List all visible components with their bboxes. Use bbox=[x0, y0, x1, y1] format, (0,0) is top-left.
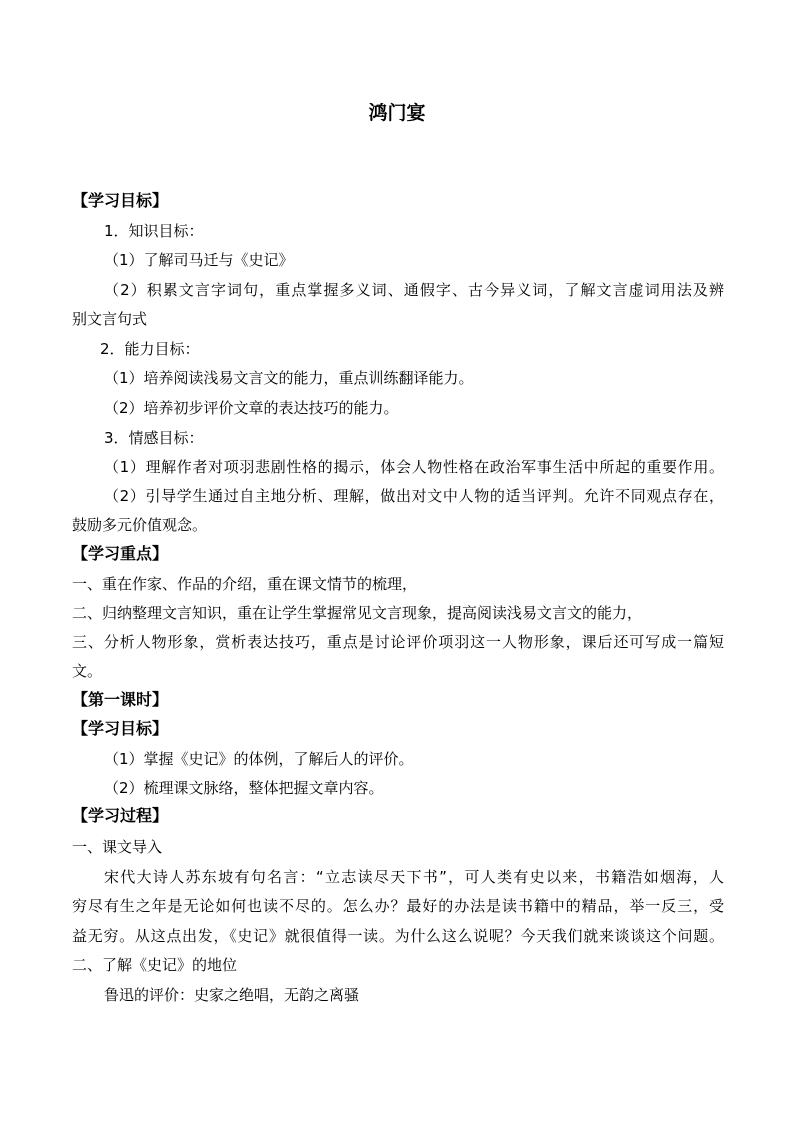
emotion-goal-2-line1: （2）引导学生通过自主地分析、理解，做出对文中人物的适当评判。允许不同观点存在， bbox=[104, 487, 724, 505]
emotion-goal-2-line2: 鼓励多元价值观念。 bbox=[72, 516, 208, 534]
luxun-evaluation: 鲁迅的评价：史家之绝唱，无韵之离骚 bbox=[104, 986, 360, 1004]
intro-paragraph-line2: 穷尽有生之年是无论如何也读不尽的。怎么办？最好的办法是读书籍中的精品，举一反三，受 bbox=[72, 897, 724, 915]
knowledge-goal-label: 1．知识目标： bbox=[104, 222, 204, 240]
intro-paragraph-line3: 益无穷。从这点出发，《史记》就很值得一读。为什么这么说呢？今天我们就来谈谈这个问题。 bbox=[72, 927, 724, 945]
key-point-2: 二、归纳整理文言知识，重在让学生掌握常见文言现象，提高阅读浅易文言文的能力， bbox=[72, 604, 643, 622]
lesson-goal-2: （2）梳理课文脉络，整体把握文章内容。 bbox=[104, 779, 384, 797]
section-heading-first-lesson: 【第一课时】 bbox=[72, 690, 169, 709]
ability-goal-label: 2．能力目标： bbox=[100, 340, 200, 358]
ability-goal-1: （1）培养阅读浅易文言文的能力，重点训练翻译能力。 bbox=[104, 369, 474, 387]
emotion-goal-1: （1）理解作者对项羽悲剧性格的揭示，体会人物性格在政治军事生活中所起的重要作用。 bbox=[104, 458, 724, 476]
knowledge-goal-1: （1）了解司马迁与《史记》 bbox=[104, 251, 294, 269]
emotion-goal-label: 3．情感目标： bbox=[104, 429, 204, 447]
knowledge-goal-2-line1: （2）积累文言字词句，重点掌握多义词、通假字、古今异义词，了解文言虚词用法及辨 bbox=[104, 281, 724, 299]
lesson-goal-1: （1）掌握《史记》的体例，了解后人的评价。 bbox=[104, 750, 414, 768]
section-heading-learning-process: 【学习过程】 bbox=[72, 806, 169, 825]
section-heading-key-points: 【学习重点】 bbox=[72, 544, 169, 563]
key-point-3-line2: 文。 bbox=[72, 662, 103, 680]
intro-paragraph-line1: 宋代大诗人苏东坡有句名言：“立志读尽天下书”，可人类有史以来，书籍浩如烟海，人 bbox=[104, 868, 724, 886]
section-heading-lesson-goals: 【学习目标】 bbox=[72, 719, 169, 738]
knowledge-goal-2-line2: 别文言句式 bbox=[72, 310, 148, 328]
document-title: 鸿门宴 bbox=[368, 102, 426, 124]
key-point-1: 一、重在作家、作品的介绍，重在课文情节的梳理， bbox=[72, 575, 418, 593]
process-step-2-title: 二、了解《史记》的地位 bbox=[72, 956, 238, 974]
section-heading-learning-goals: 【学习目标】 bbox=[72, 191, 169, 210]
process-step-1-title: 一、课文导入 bbox=[72, 838, 163, 856]
ability-goal-2: （2）培养初步评价文章的表达技巧的能力。 bbox=[104, 399, 399, 417]
key-point-3-line1: 三、分析人物形象，赏析表达技巧，重点是讨论评价项羽这一人物形象，课后还可写成一篇短 bbox=[72, 633, 724, 651]
